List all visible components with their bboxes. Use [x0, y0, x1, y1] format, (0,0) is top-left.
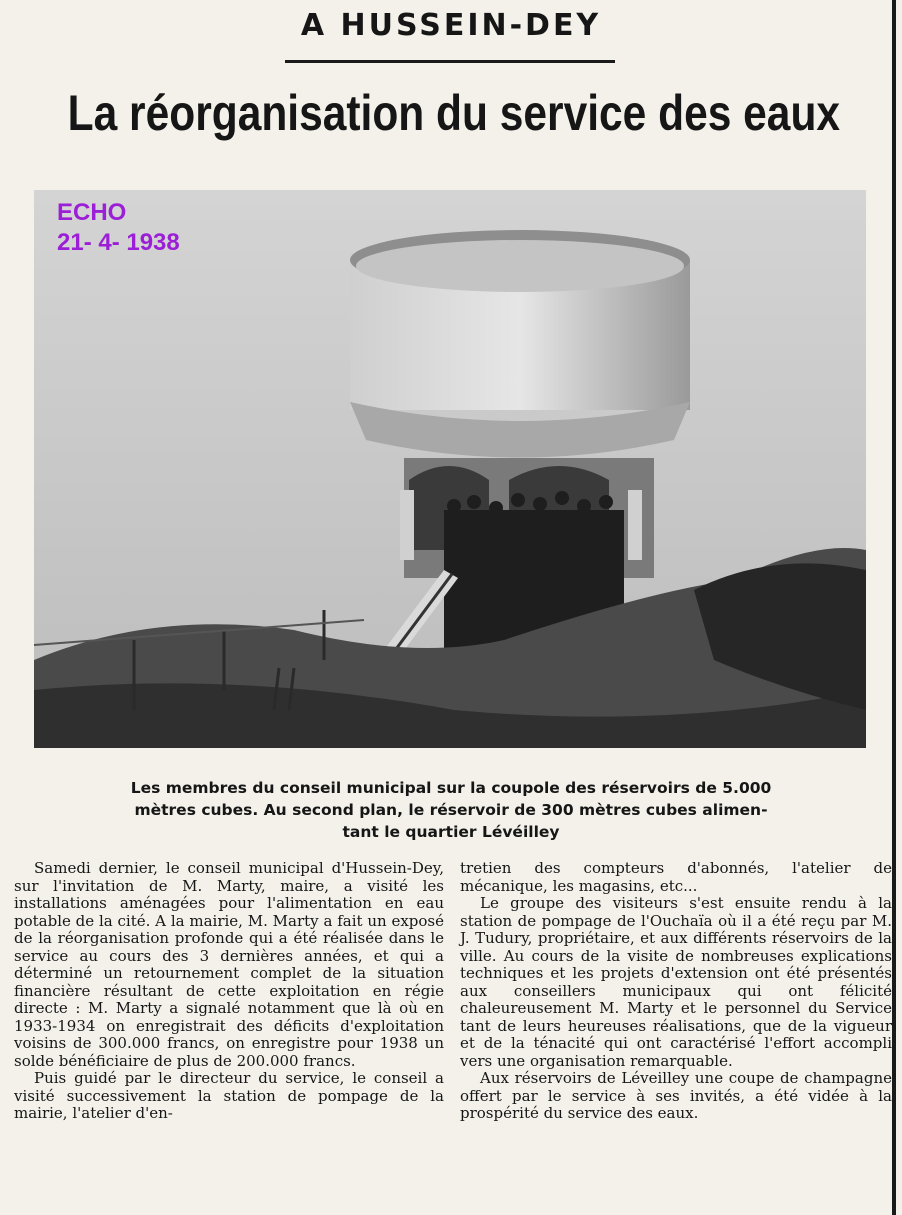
paragraph: Samedi dernier, le conseil municipal d'Hussein-Dey, sur l'invitation de M. Marty, maire, a visité les installations aménagées pour l'alimentation en eau potable de la cité. A la mairie, M. Marty a fait un exposé de la réorganisation profonde qui a été réalisée dans le service au cours des 3 dernières années, et qui a déterminé un retournement complet de la situation financière résultant de cette exploitation en régie directe : M. Marty a signalé notamment que là où en 1933-1934 on enregistrait des déficits d'exploitation voisins de 300.000 francs, on enregistre pour 1938 un solde bénéficiaire de plus de 200.000 francs.	[14, 859, 444, 1070]
article-column-left	[14, 860, 444, 1123]
kicker-title: A HUSSEIN-DEY	[300, 8, 602, 43]
paragraph: tretien des compteurs d'abonnés, l'atelier de mécanique, les magasins, etc...	[460, 859, 892, 895]
paragraph: Le groupe des visiteurs s'est ensuite rendu à la station de pompage de l'Ouchaïa où il a été reçu par M. J. Tudury, propriétaire, et aux différents réservoirs de la ville. Au cours de la visite de nombreuses explications techniques et les projets d'extension ont été présentés aux conseillers municipaux qui ont félicité chaleureusement M. Marty et le personnel du Service tant de leurs heureuses réalisations, que de la vigueur et de la ténacité qui ont caractérisé l'effort accompli vers une organisation remarquable.	[460, 894, 892, 1070]
column-rule	[892, 0, 896, 1215]
headline: La réorganisation du service des eaux	[67, 85, 841, 141]
photo-caption	[20, 777, 882, 843]
water-tower-photo	[34, 190, 866, 748]
paragraph: Aux réservoirs de Léveilley une coupe de champagne offert par le service à ses invités, a été vidée à la prospérité du service des eaux.	[460, 1069, 892, 1122]
paragraph: Puis guidé par le directeur du service, le conseil a visité successivement la station de pompage de la mairie, l'atelier d'en-	[14, 1069, 444, 1122]
caption-line: tant le quartier Lévéilley	[342, 823, 560, 841]
archive-stamp	[57, 198, 180, 258]
caption-line: mètres cubes. Au second plan, le réservoir de 300 mètres cubes alimen-	[134, 801, 768, 819]
stamp-source: ECHO	[57, 199, 127, 226]
article-column-right	[460, 860, 892, 1123]
caption-line: Les membres du conseil municipal sur la coupole des réservoirs de 5.000	[130, 779, 772, 797]
kicker-underline	[285, 60, 615, 63]
stamp-date: 21- 4- 1938	[57, 229, 180, 256]
